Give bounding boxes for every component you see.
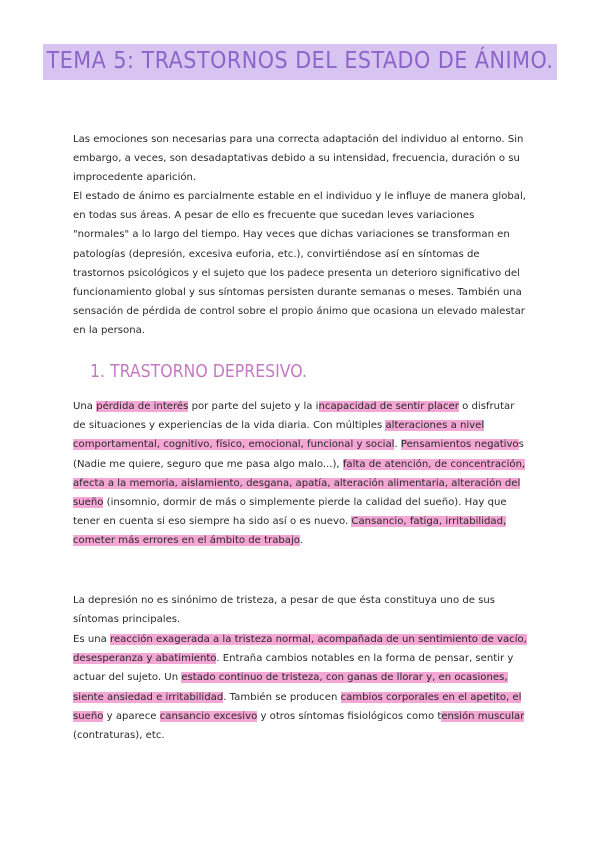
text-segment: . Entraña cambios notables en la forma de pensar, sentir y actuar del sujeto. Un: [73, 653, 514, 684]
depression-paragraph-3: [73, 630, 528, 745]
highlighted-text: falta de atención, de concentración, afecta a la memoria, aislamiento, desgana, apatía, alteración alimentaria, alteración del sueño: [73, 458, 526, 509]
text-segment: .: [299, 535, 304, 547]
highlighted-text: cansancio excesivo: [159, 710, 258, 722]
text-segment: o disfrutar de situaciones y experiencias de la vida diaria. Con múltiples: [73, 401, 515, 432]
highlighted-text: pérdida de interés: [96, 401, 189, 412]
intro-paragraph-1: Las emociones son necesarias para una correcta adaptación del individuo al entorno. Sin embargo, a veces, son desadaptativas debido a su intensidad, frecuencia, duración o su improcedente aparición.: [73, 134, 524, 184]
highlighted-text: ensión muscular: [441, 710, 525, 722]
highlighted-text: cambios corporales en el apetito, el sueño: [73, 691, 522, 722]
highlighted-text: alteraciones a nivel comportamental, cognitivo, físico, emocional, funcional y social: [73, 420, 485, 451]
depression-paragraph-2: La depresión no es sinónimo de tristeza, a pesar de que ésta constituya uno de sus síntomas principales.: [73, 595, 496, 626]
page-title-wrap: [0, 44, 600, 80]
text-segment: Una: [73, 401, 97, 412]
text-segment: y otros síntomas fisiológicos como t: [257, 710, 442, 722]
text-segment: (contraturas), etc.: [73, 730, 165, 742]
text-segment: Es una: [73, 634, 111, 645]
highlighted-text: reacción exagerada a la tristeza normal, acompañada de un sentimiento de vacío, desesperanza y abatimiento: [73, 634, 527, 665]
text-segment: . También se producen: [223, 691, 341, 703]
text-segment: por parte del sujeto y la i: [188, 401, 319, 412]
text-segment: (insomnio, dormir de más o simplemente pierde la calidad del sueño). Hay que tener en cuenta si eso siempre ha sido así o es nuevo.: [73, 497, 507, 528]
highlighted-text: Cansancio, fatiga, irritabilidad, cometer más errores en el ámbito de trabajo: [73, 516, 507, 547]
depression-paragraph-1: [73, 397, 528, 551]
text-segment: s (Nadie me quiere, seguro que me pasa algo malo...),: [73, 439, 524, 470]
highlighted-text: Pensamientos negativo: [400, 439, 519, 451]
section-heading: 1. TRASTORNO DEPRESIVO.: [90, 362, 307, 382]
intro-paragraph-2: El estado de ánimo es parcialmente estable en el individuo y le influye de manera global, en todas sus áreas. A pesar de ello es frecuente que sucedan leves variaciones "normales" a lo largo del tiempo. Hay veces que dichas variaciones se transforman en patologías (depresión, excesiva euforia, etc.), convirtiéndose así en síntomas de trastornos psicológicos y el sujeto que los padece presenta un deterioro significativo del funcionamiento global y sus síntomas persisten durante semanas o meses. También una sensación de pérdida de control sobre el propio ánimo que ocasiona un elevado malestar en la persona.: [73, 191, 526, 337]
page-title: TEMA 5: TRASTORNOS DEL ESTADO DE ÁNIMO.: [43, 44, 558, 80]
text-segment: y aparece: [103, 710, 160, 722]
highlighted-text: estado continuo de tristeza, con ganas de llorar y, en ocasiones, siente ansiedad e irritabilidad: [73, 672, 508, 703]
text-segment: .: [394, 439, 401, 451]
highlighted-text: ncapacidad de sentir placer: [318, 401, 459, 412]
